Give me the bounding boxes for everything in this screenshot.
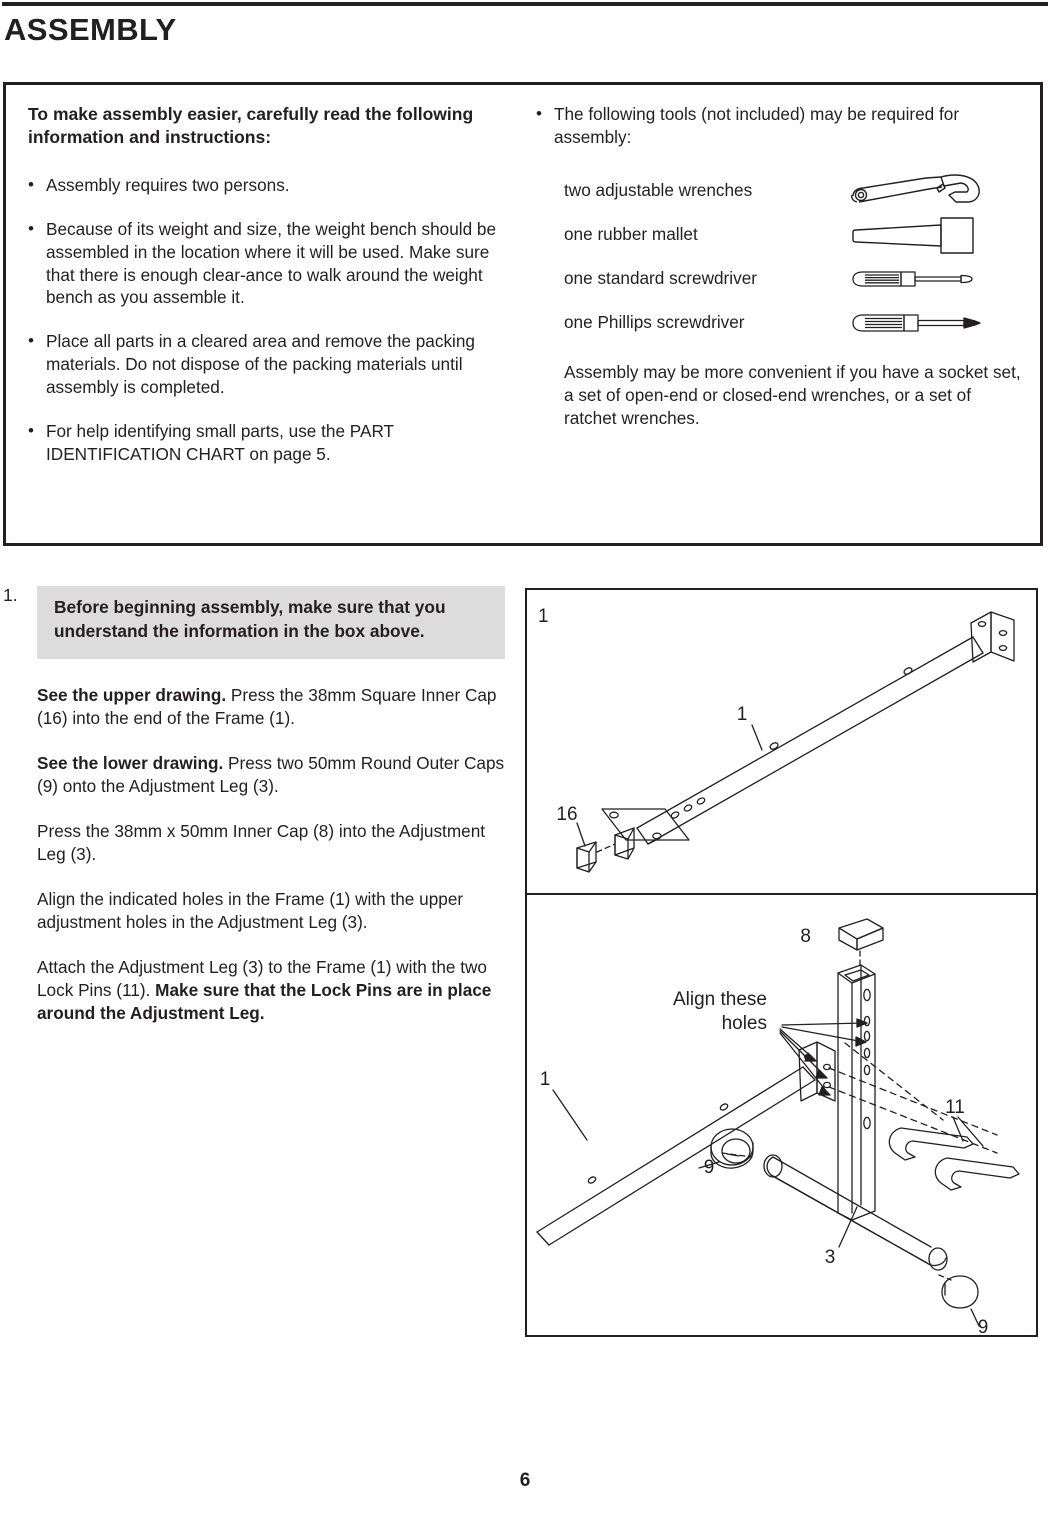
tool-label: one Phillips screwdriver: [564, 312, 745, 333]
bullet-icon: •: [28, 218, 34, 238]
step-paragraph-lock-pins: [37, 956, 507, 1025]
callout-round-outer-cap-left-9: 9: [703, 1157, 715, 1178]
step-paragraph-text: Press the 38mm x 50mm Inner Cap (8) into the Adjustment Leg (3).: [37, 820, 486, 864]
step-paragraph-emphasis: Make sure that the Lock Pins are in place around the Adjustment Leg.: [37, 979, 492, 1023]
rubber-mallet-icon: [849, 215, 989, 255]
info-box-right-column: [536, 103, 1026, 429]
tools-intro-text: The following tools (not included) may be required for assembly:: [554, 104, 960, 147]
page-number: 6: [519, 1470, 531, 1491]
bullet-icon: •: [28, 420, 34, 440]
step-instructions: [37, 684, 507, 1046]
callout-inner-cap-8: 8: [800, 926, 811, 947]
step-paragraph-lower-drawing: [37, 752, 507, 798]
callout-square-inner-cap-16: 16: [556, 804, 578, 825]
step-warning-text: Before beginning assembly, make sure that you understand the information in the box above.: [54, 597, 446, 641]
lower-drawing-panel: [525, 893, 1038, 1337]
info-bullet-item: [28, 218, 515, 310]
step-paragraph-lead: See the lower drawing.: [37, 752, 224, 773]
upper-drawing-panel: [525, 588, 1038, 895]
info-box-left-column: [28, 103, 515, 487]
phillips-screwdriver-icon: [849, 303, 989, 343]
step-warning-box: [37, 586, 505, 659]
bullet-icon: •: [536, 104, 542, 123]
tool-label: one standard screwdriver: [564, 268, 757, 289]
info-bullet-item: [28, 330, 515, 399]
step-paragraph-upper-drawing: [37, 684, 507, 730]
info-box-lead-text: To make assembly easier, carefully read the following information and instructions:: [28, 104, 474, 148]
info-bullet-item: [28, 174, 515, 197]
tools-note-text: Assembly may be more convenient if you have a socket set, a set of open-end or closed-end wrenches, or a set of ratchet wrenches.: [564, 361, 1021, 428]
upper-drawing-box-label: 1: [538, 606, 549, 627]
tool-row-rubber-mallet: [536, 213, 1026, 257]
tool-row-phillips-screwdriver: [536, 301, 1026, 345]
tool-label: two adjustable wrenches: [564, 180, 753, 201]
step-paragraph-align-holes: [37, 888, 507, 934]
information-box: [3, 82, 1043, 546]
tool-label: one rubber mallet: [564, 224, 698, 245]
tool-row-adjustable-wrenches: [536, 169, 1026, 213]
upper-drawing-figure: [527, 590, 1036, 893]
annotation-align-these-holes-line1: Align these: [672, 989, 767, 1010]
standard-screwdriver-icon: [849, 259, 989, 299]
step-paragraph-text: Press the 38mm Square Inner Cap (16) into the end of the Frame (1).: [37, 685, 497, 728]
callout-round-outer-cap-right-9: 9: [977, 1317, 989, 1335]
bullet-icon: •: [28, 331, 34, 351]
callout-adjustment-leg-3: 3: [824, 1247, 836, 1268]
page-title: ASSEMBLY: [4, 12, 177, 47]
step-paragraph-lead: See the upper drawing.: [37, 685, 227, 705]
callout-frame-1: 1: [539, 1069, 551, 1090]
header-rule: [2, 2, 1048, 6]
adjustable-wrench-icon: [849, 171, 989, 211]
info-bullet-text: Because of its weight and size, the weight bench should be assembled in the location where it will be used. Make sure that there is enough clear-ance to walk around the weight bench as you assemble it.: [46, 218, 497, 308]
tools-intro-bullet: [536, 103, 1026, 149]
step-paragraph-text: Align the indicated holes in the Frame (1) with the upper adjustment holes in the Adjustment Leg (3).: [37, 888, 464, 932]
info-bullet-text: Place all parts in a cleared area and remove the packing materials. Do not dispose of the packing materials until assembly is completed.: [46, 331, 475, 397]
bullet-icon: •: [28, 174, 34, 194]
lower-drawing-figure: [527, 895, 1036, 1335]
step-paragraph-inner-cap: [37, 820, 507, 866]
step-paragraph-text: Attach the Adjustment Leg (3) to the Frame (1) with the two Lock Pins (11).: [37, 956, 487, 1000]
tool-row-standard-screwdriver: [536, 257, 1026, 301]
callout-frame-1: 1: [736, 704, 748, 725]
info-bullet-text: Assembly requires two persons.: [46, 174, 290, 195]
info-bullet-item: [28, 420, 515, 466]
info-bullet-text: For help identifying small parts, use the PART IDENTIFICATION CHART on page 5.: [46, 420, 394, 464]
step-paragraph-text: Press two 50mm Round Outer Caps (9) onto the Adjustment Leg (3).: [37, 752, 505, 796]
step-number: 1.: [3, 585, 18, 605]
annotation-align-these-holes-line2: holes: [721, 1013, 767, 1034]
callout-lock-pins-11: 11: [945, 1097, 965, 1118]
